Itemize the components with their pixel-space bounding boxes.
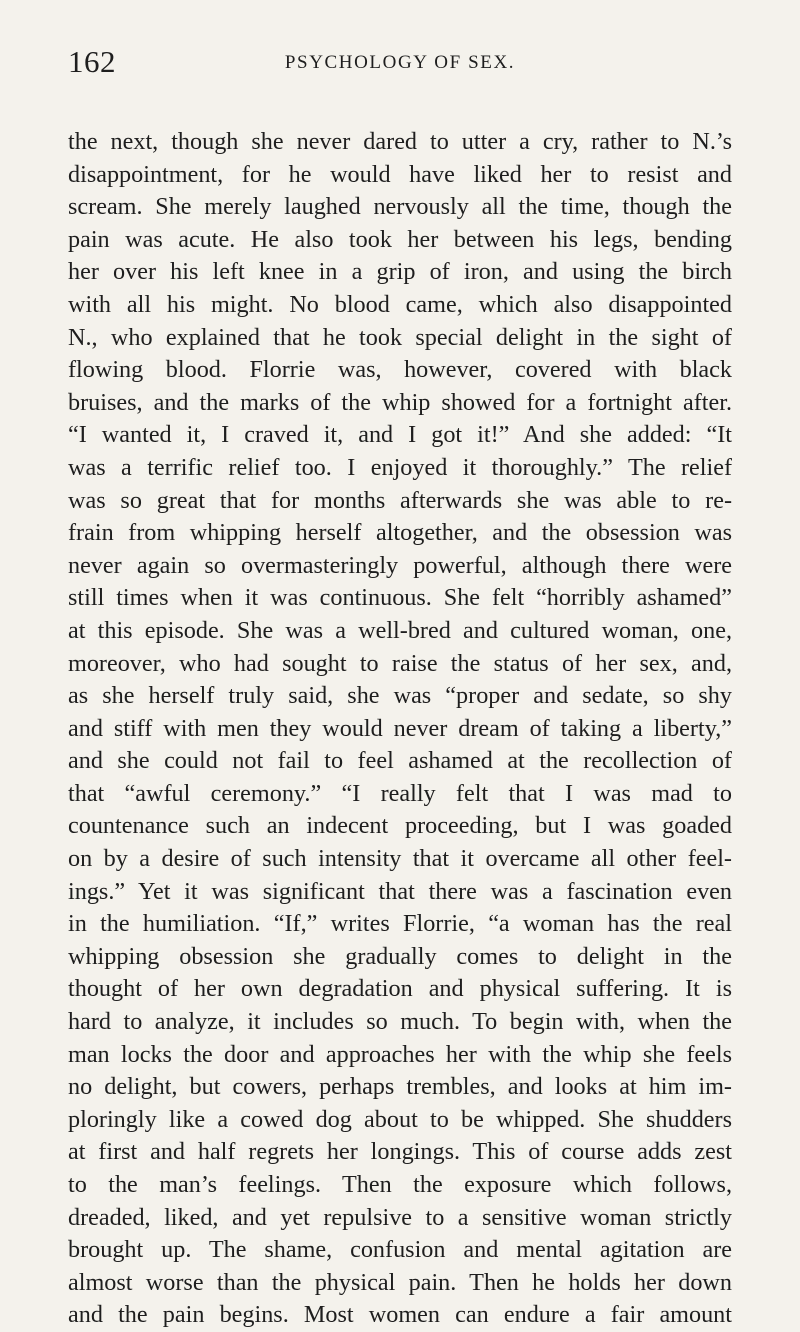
text-line: in the humiliation. “If,” writes Florrie, “a woman has the real <box>68 910 732 938</box>
text-line: to the man’s feelings. Then the exposure which follows, <box>68 1171 732 1198</box>
text-line: “I wanted it, I craved it, and I got it!” And she added: “It <box>68 421 732 449</box>
text-line: that “awful ceremony.” “I really felt that I was mad to <box>68 779 732 807</box>
text-line: dreaded, liked, and yet repulsive to a sensitive woman strictly <box>68 1203 732 1231</box>
page-number: 162 <box>68 44 116 79</box>
text-line: countenance such an indecent proceeding, but I was goaded <box>68 812 732 840</box>
text-line: ings.” Yet it was significant that there was a fascination even <box>68 877 732 905</box>
text-line: moreover, who had sought to raise the status of her sex, and, <box>68 649 732 677</box>
text-line: man locks the door and approaches her with the whip she feels <box>68 1040 732 1068</box>
text-line: and the pain begins. Most women can endure a fair amount <box>68 1301 732 1329</box>
text-line: no delight, but cowers, perhaps trembles, and looks at him im- <box>68 1073 732 1101</box>
text-line: her over his left knee in a grip of iron, and using the birch <box>68 258 732 286</box>
text-line: was so great that for months afterwards she was able to re- <box>68 486 732 514</box>
text-line: at first and half regrets her longings. This of course adds zest <box>68 1138 732 1166</box>
body-text <box>68 126 732 1332</box>
text-line: at this episode. She was a well-bred and cultured woman, one, <box>68 616 732 644</box>
text-line: was a terrific relief too. I enjoyed it thoroughly.” The relief <box>68 453 732 481</box>
text-line: pain was acute. He also took her between his legs, bending <box>68 225 732 253</box>
running-head <box>68 42 732 90</box>
text-line: never again so overmasteringly powerful, although there were <box>68 551 732 579</box>
text-line: scream. She merely laughed nervously all the time, though the <box>68 193 732 221</box>
text-line: as she herself truly said, she was “proper and sedate, so shy <box>68 682 732 710</box>
text-line: on by a desire of such intensity that it overcame all other feel- <box>68 845 732 873</box>
text-line: bruises, and the marks of the whip showed for a fortnight after. <box>68 388 732 416</box>
text-line: with all his might. No blood came, which also disappointed <box>68 290 732 318</box>
text-line: brought up. The shame, confusion and mental agitation are <box>68 1236 732 1264</box>
text-line: the next, though she never dared to utter a cry, rather to N.’s <box>68 128 732 155</box>
text-line: thought of her own degradation and physical suffering. It is <box>68 975 732 1003</box>
text-line: and stiff with men they would never dream of taking a liberty,” <box>68 714 732 742</box>
text-line: N., who explained that he took special delight in the sight of <box>68 323 732 351</box>
running-title: PSYCHOLOGY OF SEX. <box>284 52 516 73</box>
text-line: still times when it was continuous. She felt “horribly ashamed” <box>68 584 732 612</box>
text-line: almost worse than the physical pain. Then he holds her down <box>68 1268 732 1296</box>
text-line: ploringly like a cowed dog about to be whipped. She shudders <box>68 1105 732 1133</box>
text-line: disappointment, for he would have liked her to resist and <box>68 160 732 188</box>
text-line: frain from whipping herself altogether, and the obsession was <box>68 519 732 547</box>
text-line: hard to analyze, it includes so much. To begin with, when the <box>68 1008 732 1036</box>
text-line: flowing blood. Florrie was, however, covered with black <box>68 356 732 384</box>
text-line: whipping obsession she gradually comes to delight in the <box>68 942 732 970</box>
text-line: and she could not fail to feel ashamed at the recollection of <box>68 747 732 775</box>
